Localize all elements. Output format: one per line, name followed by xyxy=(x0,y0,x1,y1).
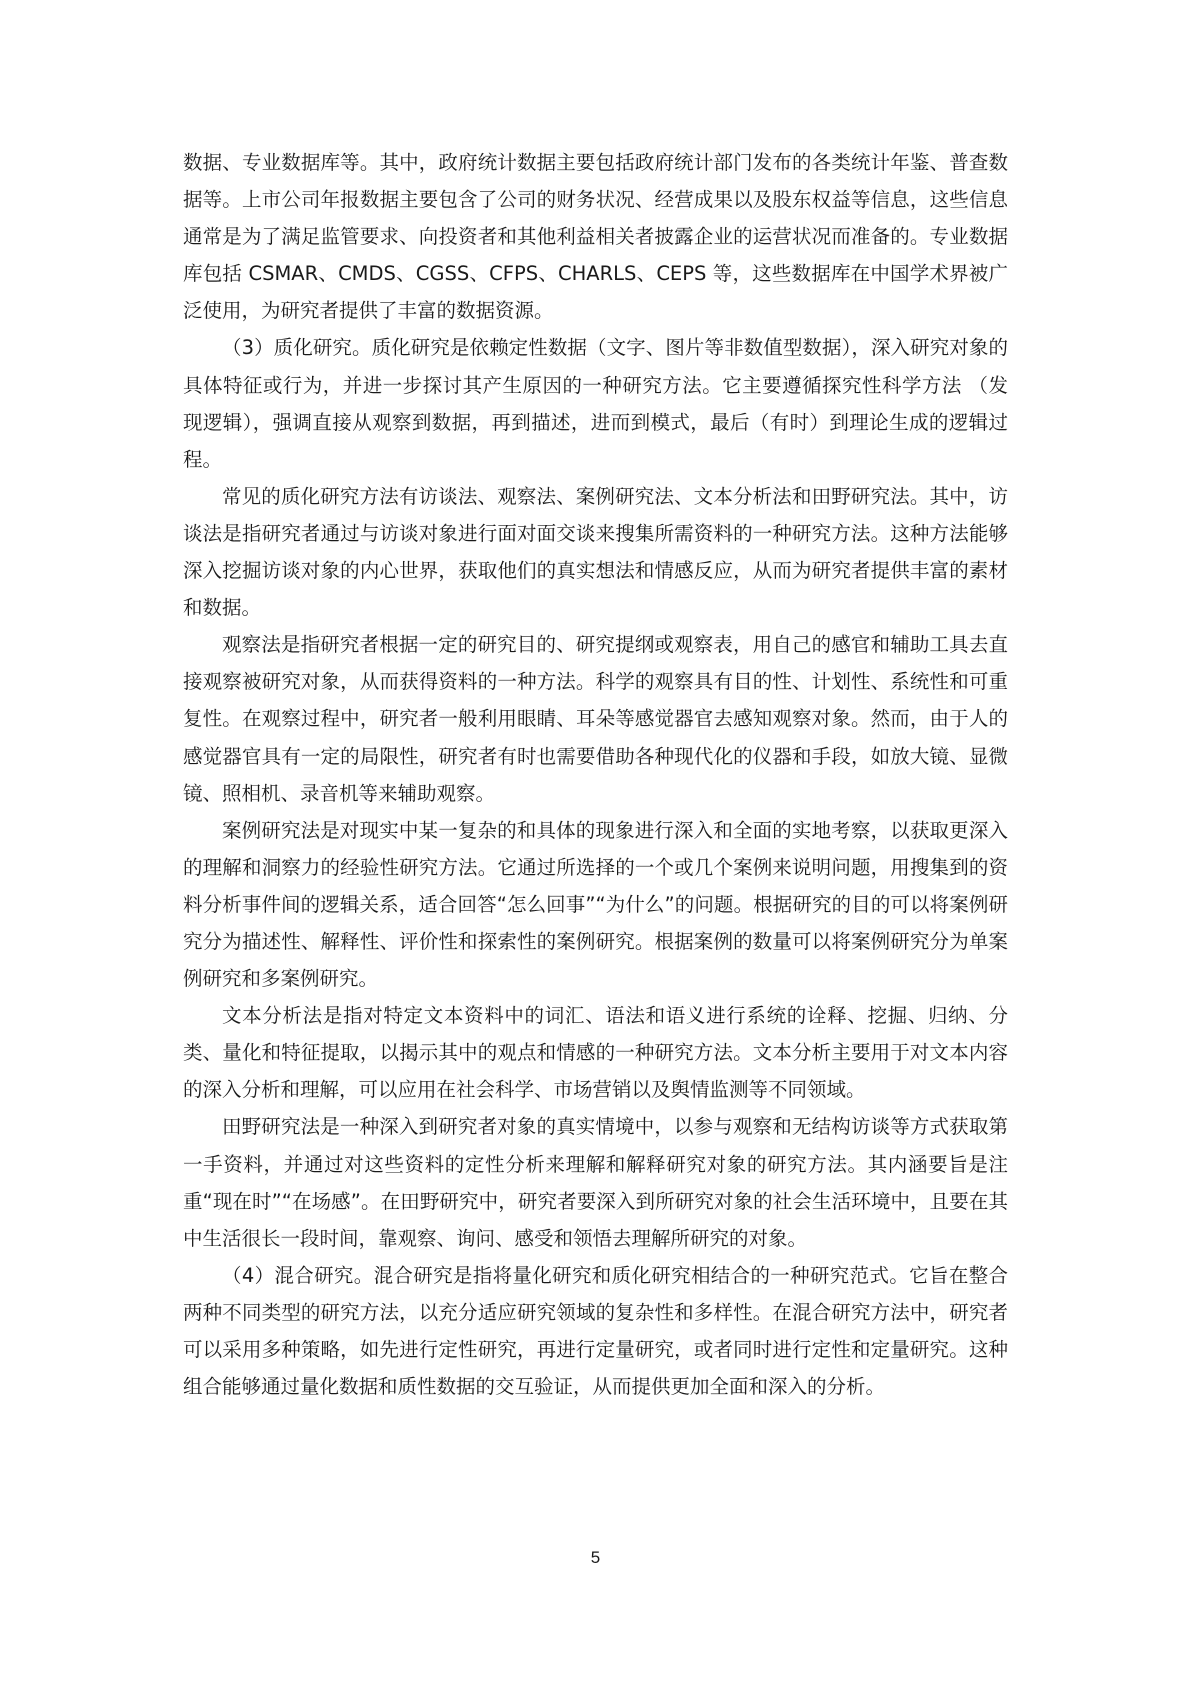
page-number: 5 xyxy=(590,1548,601,1567)
paragraph-field-research-method: 田野研究法是一种深入到研究者对象的真实情境中，以参与观察和无结构访谈等方式获取第一手资料，并通过对这些资料的定性分析来理解和解释研究对象的研究方法。其内涵要旨是注重“现在时”“在场感”。在田野研究中，研究者要深入到所研究对象的社会生活环境中，且要在其中生活很长一段时间，靠观察、询问、感受和领悟去理解所研究的对象。 xyxy=(183,1115,1008,1250)
paragraph-case-study-method: 案例研究法是对现实中某一复杂的和具体的现象进行深入和全面的实地考察，以获取更深入的理解和洞察力的经验性研究方法。它通过所选择的一个或几个案例来说明问题，用搜集到的资料分析事件间的逻辑关系，适合回答“怎么回事”“为什么”的问题。根据研究的目的可以将案例研究分为描述性、解释性、评价性和探索性的案例研究。根据案例的数量可以将案例研究分为单案例研究和多案例研究。 xyxy=(183,818,1008,991)
paragraph-observation-method: 观察法是指研究者根据一定的研究目的、研究提纲或观察表，用自己的感官和辅助工具去直接观察被研究对象，从而获得资料的一种方法。科学的观察具有目的性、计划性、系统性和可重复性。在观察过程中，研究者一般利用眼睛、耳朵等感觉器官去感知观察对象。然而，由于人的感觉器官具有一定的局限性，研究者有时也需要借助各种现代化的仪器和手段，如放大镜、显微镜、照相机、录音机等来辅助观察。 xyxy=(183,633,1008,805)
paragraph-continued-data-sources: 数据、专业数据库等。其中，政府统计数据主要包括政府统计部门发布的各类统计年鉴、普查数据等。上市公司年报数据主要包含了公司的财务状况、经营成果以及股东权益等信息，这些信息通常是为了满足监管要求、向投资者和其他利益相关者披露企业的运营状况而准备的。专业数据库包括 CSMAR、CMDS、CGSS、CFPS、CHARLS、CEPS 等，这些数据库在中国学术界被广泛使用，为研究者提供了丰富的数据资源。 xyxy=(183,151,1008,323)
paragraph-qualitative-research: （3）质化研究。质化研究是依赖定性数据（文字、图片等非数值型数据），深入研究对象的具体特征或行为，并进一步探讨其产生原因的一种研究方法。它主要遵循探究性科学方法 （发现逻辑），强调直接从观察到数据，再到描述，进而到模式，最后（有时）到理论生成的逻辑过程。 xyxy=(183,336,1008,471)
body-text xyxy=(183,144,1008,1405)
paragraph-interview-method: 常见的质化研究方法有访谈法、观察法、案例研究法、文本分析法和田野研究法。其中，访谈法是指研究者通过与访谈对象进行面对面交谈来搜集所需资料的一种研究方法。这种方法能够深入挖掘访谈对象的内心世界，获取他们的真实想法和情感反应，从而为研究者提供丰富的素材和数据。 xyxy=(183,484,1008,620)
paragraph-mixed-research: （4）混合研究。混合研究是指将量化研究和质化研究相结合的一种研究范式。它旨在整合两种不同类型的研究方法，以充分适应研究领域的复杂性和多样性。在混合研究方法中，研究者可以采用多种策略，如先进行定性研究，再进行定量研究，或者同时进行定性和定量研究。这种组合能够通过量化数据和质性数据的交互验证，从而提供更加全面和深入的分析。 xyxy=(183,1263,1008,1399)
paragraph-text-analysis-method: 文本分析法是指对特定文本资料中的词汇、语法和语义进行系统的诠释、挖掘、归纳、分类、量化和特征提取，以揭示其中的观点和情感的一种研究方法。文本分析主要用于对文本内容的深入分析和理解，可以应用在社会科学、市场营销以及舆情监测等不同领域。 xyxy=(183,1004,1008,1102)
